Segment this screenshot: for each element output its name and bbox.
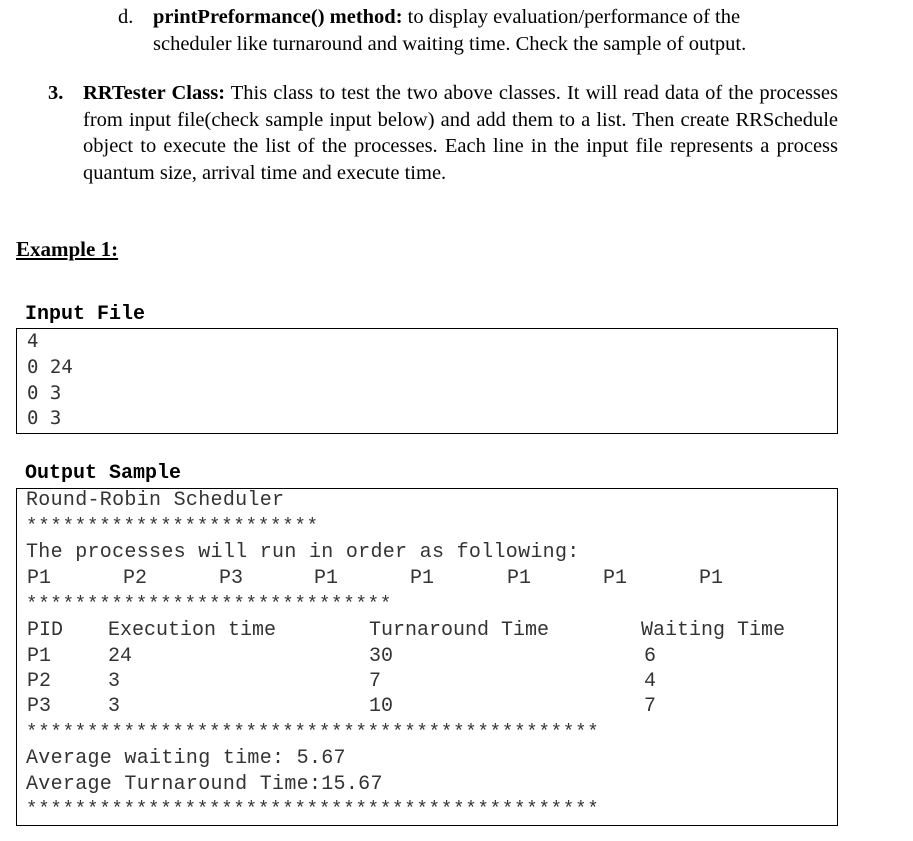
table-cell: 3 xyxy=(108,670,121,693)
input-line: 0 24 xyxy=(27,356,73,378)
item-d-text xyxy=(153,4,840,57)
separator-stars: *********************************************** xyxy=(26,798,600,820)
item-3-bold-label: RRTester Class: xyxy=(83,82,226,104)
output-sample-label: Output Sample xyxy=(25,462,182,485)
input-file-label: Input File xyxy=(25,303,146,326)
table-header: Waiting Time xyxy=(641,619,786,642)
input-file-box xyxy=(16,328,838,434)
table-header: PID xyxy=(27,619,64,642)
table-cell: 7 xyxy=(644,695,657,718)
item-3-description: This class to test the two above classes. It will read data of the processes from input file(check sample input below) and add them to a list. Then create RRSchedule object to execute the list of the processes. Each line in the input file represents a process quantum size, arrival time and execute time. xyxy=(83,82,838,184)
item-d-line1: to display evaluation/performance of the xyxy=(402,6,741,28)
order-item: P1 xyxy=(314,567,339,590)
table-cell: 7 xyxy=(369,670,382,693)
order-heading: The processes will run in order as following: xyxy=(26,541,580,564)
table-cell: P2 xyxy=(27,670,52,693)
item-d-line2: scheduler like turnaround and waiting time. Check the sample of output. xyxy=(153,32,747,55)
table-cell: P1 xyxy=(27,645,52,668)
order-item: P1 xyxy=(699,567,724,590)
order-item: P1 xyxy=(507,567,532,590)
table-cell: 24 xyxy=(108,645,133,668)
list-marker-d: d. xyxy=(118,6,134,28)
average-turnaround-time: Average Turnaround Time:15.67 xyxy=(26,773,383,796)
table-cell: P3 xyxy=(27,695,52,718)
order-item: P2 xyxy=(123,567,148,590)
table-header: Execution time xyxy=(108,619,277,642)
order-item: P1 xyxy=(27,567,52,590)
order-item: P1 xyxy=(410,567,435,590)
separator-stars: ************************ xyxy=(26,515,319,537)
table-cell: 4 xyxy=(644,670,657,693)
list-marker-3: 3. xyxy=(48,82,64,104)
table-cell: 10 xyxy=(369,695,394,718)
table-cell: 6 xyxy=(644,645,657,668)
table-cell: 3 xyxy=(108,695,121,718)
separator-stars: *********************************************** xyxy=(26,721,600,743)
separator-stars: ****************************** xyxy=(26,593,393,615)
input-line: 0 3 xyxy=(27,382,62,404)
item-3-text xyxy=(83,80,838,186)
order-item: P1 xyxy=(603,567,628,590)
average-waiting-time: Average waiting time: 5.67 xyxy=(26,747,346,770)
input-line: 4 xyxy=(27,330,39,352)
order-item: P3 xyxy=(219,567,244,590)
item-d-bold-label: printPreformance() method: xyxy=(153,6,403,28)
output-sample-box xyxy=(16,488,838,826)
table-cell: 30 xyxy=(369,645,394,668)
input-line: 0 3 xyxy=(27,407,62,429)
table-header: Turnaround Time xyxy=(369,619,550,642)
scheduler-title: Round-Robin Scheduler xyxy=(26,489,285,512)
example-heading: Example 1: xyxy=(16,237,119,261)
